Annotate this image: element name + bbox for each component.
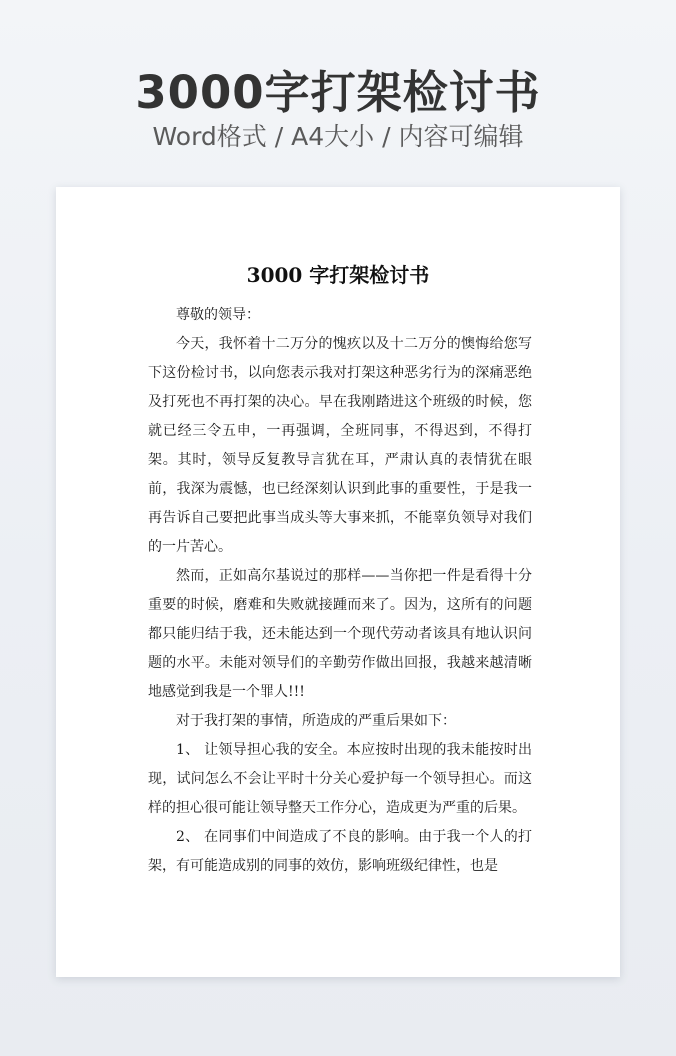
list-item: 1、 让领导担心我的安全。本应按时出现的我未能按时出现，试问怎么不会让平时十分关心爱护每一个领导担心。而这样的担心很可能让领导整天工作分心，造成更为严重的后果。 [148,742,532,816]
list-item: 2、 在同事们中间造成了不良的影响。由于我一个人的打架，有可能造成别的同事的效仿，影响班级纪律性，也是 [148,829,532,874]
banner-title: 3000字打架检讨书 [135,66,541,119]
banner-subtitle: Word格式 / A4大小 / 内容可编辑 [152,122,524,151]
document-body [148,301,532,881]
banner [0,0,676,180]
paragraph: 今天，我怀着十二万分的愧疚以及十二万分的懊悔给您写下这份检讨书，以向您表示我对打架这种恶劣行为的深痛恶绝及打死也不再打架的决心。早在我刚踏进这个班级的时候，您就已经三令五申，一再强调，全班同事，不得迟到，不得打架。其时，领导反复教导言犹在耳，严肃认真的表情犹在眼前，我深为震憾，也已经深刻认识到此事的重要性，于是我一再告诉自己要把此事当成头等大事来抓，不能辜负领导对我们的一片苦心。 [148,336,532,555]
salutation: 尊敬的领导： [176,307,260,323]
paragraph: 对于我打架的事情，所造成的严重后果如下： [176,713,456,729]
paragraph: 然而，正如高尔基说过的那样——当你把一件是看得十分重要的时候，磨难和失败就接踵而来了。因为，这所有的问题都只能归结于我，还未能达到一个现代劳动者该具有地认识问题的水平。未能对领导们的辛勤劳作做出回报，我越来越清晰地感觉到我是一个罪人!!! [148,568,532,700]
document-page [56,187,620,977]
document-title: 3000 字打架检讨书 [246,263,430,287]
